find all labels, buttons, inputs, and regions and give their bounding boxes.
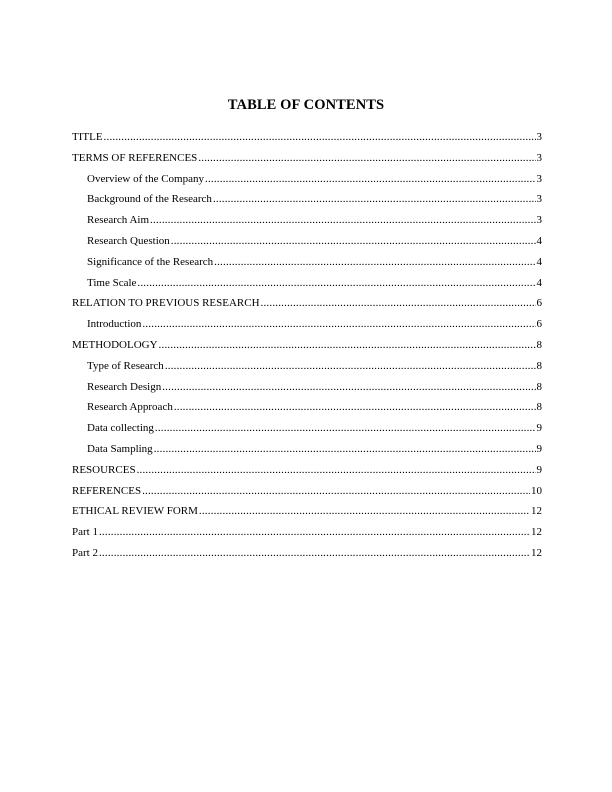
toc-entry[interactable]	[72, 335, 542, 356]
toc-entry[interactable]	[72, 189, 542, 210]
toc-dot-leader	[137, 460, 536, 481]
toc-entry-text: METHODOLOGY	[72, 338, 158, 351]
toc-entry[interactable]	[72, 210, 542, 231]
toc-entry[interactable]	[72, 169, 542, 190]
toc-entry[interactable]	[72, 481, 542, 502]
toc-entry[interactable]	[72, 543, 542, 564]
toc-page-number: 3	[536, 131, 542, 143]
toc-dot-leader	[198, 148, 535, 169]
toc-page-number: 9	[536, 422, 542, 435]
toc-page-number: 8	[536, 338, 542, 351]
toc-entry[interactable]	[72, 460, 542, 481]
toc-entry-text: Time Scale	[87, 276, 137, 289]
toc-entry-text: Background of the Research	[87, 193, 212, 206]
toc-dot-leader	[150, 210, 535, 231]
toc-entry-text: ETHICAL REVIEW FORM	[72, 505, 198, 518]
toc-page-number: 3	[536, 172, 542, 185]
toc-entry[interactable]	[72, 293, 542, 314]
toc-dot-leader	[261, 293, 536, 314]
toc-entry[interactable]	[72, 252, 542, 273]
toc-entry-text: Research Aim	[87, 214, 150, 227]
toc-title: TABLE OF CONTENTS	[227, 97, 385, 113]
toc-entry[interactable]	[72, 397, 542, 418]
toc-entry[interactable]	[72, 148, 542, 169]
toc-entry[interactable]	[72, 356, 542, 377]
toc-entry-text: Overview of the Company	[87, 172, 204, 185]
toc-dot-leader	[99, 543, 530, 564]
toc-dot-leader	[205, 169, 536, 190]
toc-entry[interactable]	[72, 231, 542, 252]
toc-dot-leader	[174, 397, 536, 418]
toc-dot-leader	[154, 439, 536, 460]
toc-page-number: 12	[531, 505, 542, 518]
toc-entry-text: TERMS OF REFERENCES	[72, 151, 198, 164]
toc-page-number: 3	[536, 151, 542, 164]
toc-page-number: 12	[531, 546, 542, 559]
toc-dot-leader	[137, 273, 535, 294]
toc-page-number: 8	[536, 359, 542, 372]
toc-page-number: 4	[536, 234, 542, 247]
toc-dot-leader	[142, 314, 535, 335]
toc-entry-text: RESOURCES	[72, 463, 136, 476]
toc-dot-leader	[162, 377, 535, 398]
toc-page-number: 6	[536, 318, 542, 331]
toc-page-number: 8	[536, 401, 542, 414]
toc-dot-leader	[104, 127, 536, 148]
toc-entry[interactable]	[72, 127, 542, 148]
toc-entry-text: Research Approach	[87, 401, 173, 414]
toc-page-number: 10	[531, 484, 542, 497]
toc-entry-text: Research Design	[87, 380, 162, 393]
toc-list	[72, 127, 542, 564]
toc-entry-text: Data collecting	[87, 422, 154, 435]
toc-dot-leader	[171, 231, 536, 252]
toc-entry-text: Type of Research	[87, 359, 164, 372]
toc-entry[interactable]	[72, 377, 542, 398]
toc-entry[interactable]	[72, 314, 542, 335]
toc-page-number: 3	[536, 214, 542, 227]
toc-entry-text: RELATION TO PREVIOUS RESEARCH	[72, 297, 260, 310]
toc-dot-leader	[165, 356, 536, 377]
toc-entry[interactable]	[72, 501, 542, 522]
toc-page-number: 9	[536, 463, 542, 476]
toc-entry-text: Introduction	[87, 318, 142, 331]
toc-page-number: 3	[536, 193, 542, 206]
toc-entry-text: Data Sampling	[87, 442, 153, 455]
toc-dot-leader	[213, 189, 536, 210]
toc-dot-leader	[214, 252, 535, 273]
toc-dot-leader	[99, 522, 530, 543]
toc-entry[interactable]	[72, 273, 542, 294]
toc-entry-text: REFERENCES	[72, 484, 142, 497]
toc-entry[interactable]	[72, 418, 542, 439]
toc-dot-leader	[199, 501, 530, 522]
toc-page-number: 4	[536, 276, 542, 289]
toc-page-number: 9	[536, 442, 542, 455]
toc-page-number: 12	[531, 526, 542, 539]
toc-dot-leader	[142, 481, 530, 502]
toc-entry-text: Part 2	[72, 546, 98, 559]
toc-page-number: 8	[536, 380, 542, 393]
toc-dot-leader	[155, 418, 536, 439]
toc-entry-text: Part 1	[72, 526, 98, 539]
toc-entry-text: Research Question	[87, 234, 170, 247]
toc-dot-leader	[159, 335, 536, 356]
toc-page-number: 4	[536, 255, 542, 268]
toc-page-number: 6	[536, 297, 542, 310]
toc-entry-text: TITLE	[72, 131, 103, 143]
toc-entry-text: Significance of the Research	[87, 255, 214, 268]
toc-entry[interactable]	[72, 522, 542, 543]
toc-entry[interactable]	[72, 439, 542, 460]
